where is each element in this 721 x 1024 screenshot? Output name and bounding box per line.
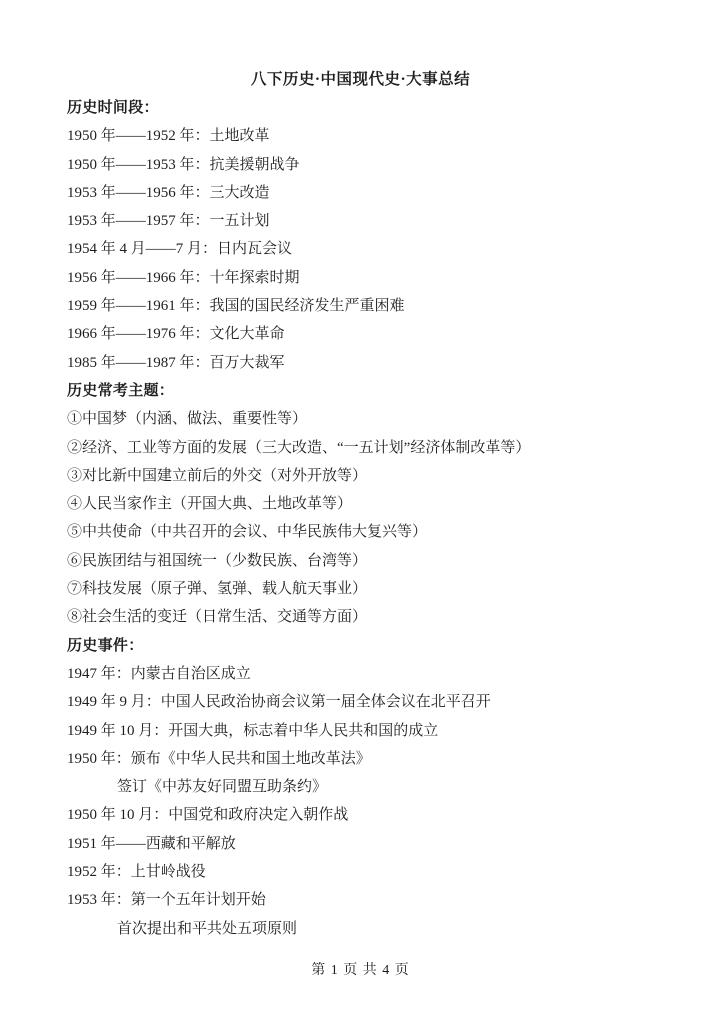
document-line: 1953 年——1957 年：一五计划: [67, 213, 270, 230]
document-line: 1949 年 9 月：中国人民政治协商会议第一届全体会议在北平召开: [67, 694, 491, 711]
document-line: 1985 年——1987 年：百万大裁军: [67, 354, 285, 371]
document-line: 1951 年——西藏和平解放: [67, 835, 236, 852]
document-line: ⑧社会生活的变迁（日常生活、交通等方面）: [67, 609, 368, 626]
document-line: ②经济、工业等方面的发展（三大改造、“一五计划”经济体制改革等）: [67, 439, 531, 456]
section-heading: 历史时间段：: [67, 100, 159, 116]
page-number-footer: 第 1 页 共 4 页: [311, 963, 410, 978]
document-line: 1950 年：颁布《中华人民共和国土地改革法》: [67, 750, 371, 767]
document-title: 八下历史·中国现代史·大事总结: [250, 71, 471, 88]
document-line: 1949 年 10 月：开国大典，标志着中华人民共和国的成立: [67, 722, 439, 739]
document-line: 1956 年——1966 年：十年探索时期: [67, 269, 300, 286]
section-heading: 历史常考主题：: [67, 382, 175, 399]
document-line: 1953 年：第一个五年计划开始: [67, 892, 266, 909]
document-line: ①中国梦（内涵、做法、重要性等）: [67, 411, 308, 428]
document-line: 1950 年——1953 年：抗美援朝战争: [67, 156, 300, 173]
document-line: ③对比新中国建立前后的外交（对外开放等）: [67, 467, 368, 484]
document-line: 1953 年——1956 年：三大改造: [67, 184, 270, 201]
document-line: 1959 年——1961 年：我国的国民经济发生严重困难: [67, 298, 405, 315]
document-line: ⑦科技发展（原子弹、氢弹、载人航天事业）: [67, 581, 368, 598]
document-line: 1954 年 4 月——7 月：日内瓦会议: [67, 241, 293, 258]
document-line: 1966 年——1976 年：文化大革命: [67, 326, 285, 343]
section-heading: 历史事件：: [67, 637, 144, 654]
document-line: 1950 年 10 月：中国党和政府决定入朝作战: [67, 807, 349, 824]
document-line: ⑤中共使命（中共召开的会议、中华民族伟大复兴等）: [67, 524, 428, 541]
document-line: ⑥民族团结与祖国统一（少数民族、台湾等）: [67, 552, 368, 569]
document-body: [67, 94, 701, 943]
document-line: 1952 年：上甘岭战役: [67, 864, 206, 881]
document-line: 1950 年——1952 年：土地改革: [67, 128, 270, 145]
document-line: 首次提出和平共处五项原则: [117, 920, 298, 937]
document-line: ④人民当家作主（开国大典、土地改革等）: [67, 496, 353, 513]
document-line: 1947 年：内蒙古自治区成立: [67, 665, 251, 682]
document-line: 签订《中苏友好同盟互助条约》: [117, 779, 328, 796]
